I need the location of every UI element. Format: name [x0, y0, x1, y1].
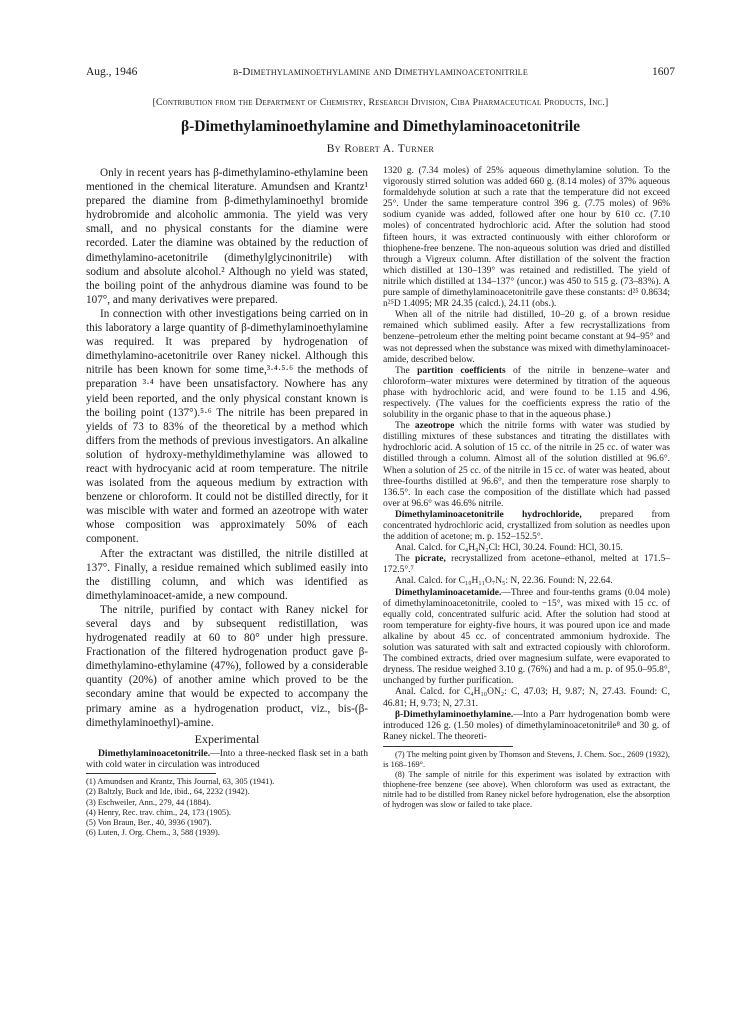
experimental-lead — [86, 748, 368, 770]
footnotes-right — [383, 750, 670, 811]
footnote: (8) The sample of nitrile for this experiment was isolated by extraction with thiophene-free benzene (see above). When chloroform was used as extractant, the nitrile had to be distilled from Raney nickel before hydrogenation, else the absorption of hydrogen was slow or failed to take place. — [383, 770, 670, 810]
paragraph: The nitrile, purified by contact with Raney nickel for several days and by subsequent redistillation, was hydrogenated readily at 60 to 80° under high pressure. Fractionation of the filtered hydrogenation product gave β-dimethylamino-ethylamine (47%), followed by a considerable quantity (20%) of another amine which proved to be the secondary amine that would be expected to accompany the primary amine as a hydrogenation product, viz., bis-(β-dimethylaminoethyl)-amine. — [86, 603, 368, 729]
footnote: (5) Von Braun, Ber., 40, 3936 (1907). — [86, 817, 212, 827]
section-text: —Into a three-necked flask set in a bath with cold water in circulation was introduced — [86, 747, 368, 770]
paragraph: When all of the nitrile had distilled, 10–20 g. of a brown residue remained which sublimed easily. After a few recrystallizations from benzene–petroleum ether the melting point became constant at 94–95° and was not depressed when the substance was mixed with dimethylaminoacet-amide, described below. — [383, 310, 670, 365]
footnote-rule — [383, 746, 513, 747]
footnote: (6) Luten, J. Org. Chem., 3, 588 (1939). — [86, 828, 220, 838]
text-run: —Three and four-tenths grams (0.04 mole) of dimethylaminoacetonitrile, cooled to −15°, was mixed with 15 cc. of equally cold, concentrated sulfuric acid. After the solution had stood at room temperature for eighty-five hours, it was poured upon ice and made alkaline by about 45 cc. of concentrated ammonium hydroxide. The solution was saturated with salt and extracted copiously with chloroform. The combined extracts, dried over magnesium sulfate, were evaporated to dryness. The residue weighed 3.10 g. (76%) and had a m. p. of 95.0–95.8°, unchanged by further purification. — [383, 587, 670, 687]
paragraph — [383, 366, 670, 421]
analysis-line: Anal. Calcd. for C₁₀H₁₁O₇N₅: N, 22.36. Found: N, 22.64. — [395, 576, 613, 587]
paragraph: 1320 g. (7.34 moles) of 25% aqueous dimethylamine solution. To the vigorously stirred solution was added 660 g. (8.14 moles) of 37% aqueous formaldehyde solution at such a rate that the temperature did not exceed 25°. Under the same temperature control 396 g. (7.75 moles) of 96% sodium cyanide was added, followed after one hour by 610 cc. (7.10 moles) of concentrated hydrochloric acid. After the solution had stood fifteen hours, it was extracted continuously with either chloroform or thiophene-free benzene. The non-aqueous solution was dried and distilled through a Vigreux column. After distillation of the solvent the fraction which distilled at 130–139° was retained and redistilled. The yield of nitrile which distilled at 134–137° (uncor.) was 450 to 515 g. (73–83%). A pure sample of dimethylaminoacetonitrile gave these constants: d²⁵ 0.8634; n²⁵D 1.4095; MR 24.35 (calcd.), 24.11 (obs.). — [383, 166, 670, 310]
text-run: recrystallized from acetone–ethanol, melted at 171.5–172.5°.⁷ — [383, 554, 670, 576]
footnote: (7) The melting point given by Thomson and Stevens, J. Chem. Soc., 2609 (1932), is 168–169°. — [383, 749, 670, 769]
paragraph — [383, 554, 670, 576]
right-column — [383, 166, 670, 810]
paragraph — [383, 588, 670, 688]
bold-term: azeotrope — [414, 421, 455, 432]
paragraph: Only in recent years has β-dimethylamino-ethylamine been mentioned in the chemical literature. Amundsen and Krantz¹ prepared the diamine from β-dimethylaminoethyl bromide hydrobromide and alcoholic ammonia. The yield was very small, and no physical constants for the diamine were recorded. Later the diamine was obtained by the reduction of dimethylamino-acetonitrile (dimethylglycinonitrile) with sodium and absolute alcohol.² Although no yield was stated, the boiling point of the anhydrous diamine was found to be 107°, and many derivatives were prepared. — [86, 167, 368, 306]
bold-term: partition coefficients — [417, 365, 506, 376]
footnotes-left — [86, 777, 368, 838]
left-column — [86, 166, 368, 838]
text-run: The — [395, 365, 418, 376]
footnote-rule — [86, 773, 216, 774]
article-title: β-Dimethylaminoethylamine and Dimethylaminoacetonitrile — [180, 118, 581, 135]
paragraph: After the extractant was distilled, the nitrile distilled at 137°. Finally, a residue remained which sublimed easily into the distilling column, and which was identified as dimethylaminoacet-amide, a new compound. — [86, 547, 368, 602]
author-byline: By Robert A. Turner — [326, 143, 435, 155]
running-title: β-Dimethylaminoethylamine and Dimethylaminoacetonitrile — [233, 66, 528, 78]
paragraph — [383, 510, 670, 543]
text-run: —Into a Parr hydrogenation bomb were introduced 126 g. (1.50 moles) of dimethylaminoacetonitrile⁸ and 30 g. of Raney nickel. The theoreti- — [383, 709, 670, 742]
bold-term: Dimethylaminoacetamide. — [395, 587, 502, 598]
text-run: The — [395, 554, 416, 565]
footnote: (2) Baltzly, Buck and Ide, ibid., 64, 2232 (1942). — [86, 787, 250, 797]
paragraph — [383, 710, 670, 743]
bold-term: Dimethylaminoacetonitrile hydrochloride, — [395, 509, 582, 520]
analysis-line: Anal. Calcd. for C₄H₁₀ON₂: C, 47.03; H, 9.87; N, 27.43. Found: C, 46.81; H, 9.73; N, 27.31. — [383, 687, 670, 709]
footnote: (1) Amundsen and Krantz, This Journal, 63, 305 (1941). — [86, 777, 275, 787]
page-header — [86, 66, 675, 84]
issue-date: Aug., 1946 — [86, 66, 138, 78]
experimental-heading: Experimental — [194, 731, 260, 746]
bold-term: β-Dimethylaminoethylamine. — [395, 709, 514, 720]
footnote: (4) Henry, Rec. trav. chim., 24, 173 (1905). — [86, 807, 231, 817]
section-label: Dimethylaminoacetonitrile. — [98, 747, 211, 759]
text-run: The — [395, 421, 415, 432]
text-run: prepared from concentrated hydrochloric acid, crystallized from solution as needles upon the addition of acetone; m. p. 152–152.5°. — [383, 509, 670, 543]
text-run: which the nitrile forms with water was studied by distilling mixtures of these substances and titrating the distillates with hydrochloric acid. A solution of 15 cc. of the nitrile in 25 cc. of water was distilled through a column. Almost all of the solution distilled at 96.6°. When a solution of 25 cc. of the nitrile in 15 cc. of water was heated, about three-fourths distilled at 96.6°, and then the temperature rose sharply to 136.5°. In each case the composition of the distillate which had passed over at 96.6° was 46.6% nitrile. — [383, 421, 670, 509]
bold-term: picrate, — [415, 554, 446, 565]
contribution-line: [Contribution from the Department of Chemistry, Research Division, Ciba Pharmaceutical Products, Inc.] — [152, 97, 609, 108]
footnote: (3) Eschweiler, Ann., 279, 44 (1884). — [86, 797, 211, 807]
analysis-line: Anal. Calcd. for C₄H₉N₂Cl: HCl, 30.24. Found: HCl, 30.15. — [395, 543, 623, 554]
page-number: 1607 — [652, 66, 675, 78]
paragraph — [383, 421, 670, 510]
paragraph: In connection with other investigations being carried on in this laboratory a large quantity of β-dimethylaminoethylamine was required. It was prepared by hydrogenation of dimethylamino-acetonitrile over Raney nickel. Although this nitrile has been known for some time,³·⁴·⁵·⁶ the methods of preparation ³·⁴ have been unsatisfactory. Nowhere has any yield been reported, and the only physical constant known is the boiling point (137°).⁵·⁶ The nitrile has been prepared in yields of 73 to 83% of the theoretical by a method which differs from the methods of previous investigators. An alkaline solution of hydroxy-methyldimethylamine was allowed to react with hydrocyanic acid at room temperature. The nitrile was isolated from the aqueous medium by extraction with benzene or chloroform. It could not be distilled directly, for it was miscible with water and formed an azeotrope with water whose composition was approximately 50% of each component. — [86, 307, 368, 546]
text-run: of the nitrile in benzene–water and chloroform–water mixtures were determined by titration of the aqueous phase with hydrochloric acid, and were found to be 1.15 and 4.96, respectively. (The values for the coefficients express the ratio of the solubility in the organic phase to that in the aqueous phase.) — [383, 365, 670, 421]
